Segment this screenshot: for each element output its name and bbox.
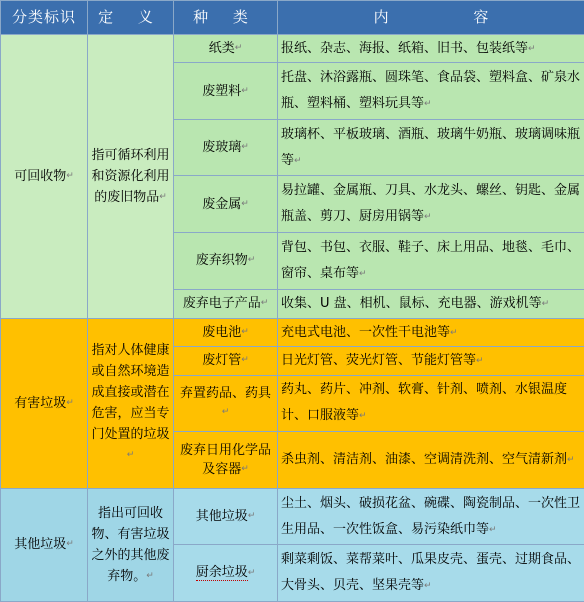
- category-other: 其他垃圾↵: [1, 488, 88, 601]
- items-cell: 杀虫剂、清洁剂、油漆、空调清洗剂、空气清新剂↵: [278, 432, 584, 489]
- type-cell: 废灯管↵: [174, 347, 278, 375]
- items-cell: 玻璃杯、平板玻璃、酒瓶、玻璃牛奶瓶、玻璃调味瓶等↵: [278, 119, 584, 176]
- items-cell: 背包、书包、衣服、鞋子、床上用品、地毯、毛巾、窗帘、桌布等↵: [278, 233, 584, 290]
- header-content: 内 容: [278, 1, 584, 35]
- table-row: [1, 488, 584, 545]
- table-row: [1, 318, 584, 346]
- header-definition: 定 义: [88, 1, 174, 35]
- type-cell: 废弃电子产品↵: [174, 289, 278, 318]
- definition-hazardous: 指对人体健康或自然环境造成直接或潜在危害，应当专门处置的垃圾↵: [88, 318, 174, 488]
- type-cell: 弃置药品、药具↵: [174, 375, 278, 432]
- definition-other: 指出可回收物、有害垃圾之外的其他废弃物。↵: [88, 488, 174, 601]
- items-cell: 收集、U 盘、相机、鼠标、充电器、游戏机等↵: [278, 289, 584, 318]
- definition-recyclable: 指可循环利用和资源化利用的废旧物品↵: [88, 35, 174, 319]
- type-cell: 废弃日用化学品及容器↵: [174, 432, 278, 489]
- type-cell: 厨余垃圾↵: [174, 545, 278, 602]
- header-category: 分类标识: [1, 1, 88, 35]
- type-cell: 废弃织物↵: [174, 233, 278, 290]
- items-cell: 托盘、沐浴露瓶、圆珠笔、食品袋、塑料盒、矿泉水瓶、塑料桶、塑料玩具等↵: [278, 63, 584, 120]
- items-cell: 尘土、烟头、破损花盆、碗碟、陶瓷制品、一次性卫生用品、一次性饭盒、易污染纸巾等↵: [278, 488, 584, 545]
- items-cell: 报纸、杂志、海报、纸箱、旧书、包装纸等↵: [278, 35, 584, 63]
- type-cell: 废塑料↵: [174, 63, 278, 120]
- type-cell: 其他垃圾↵: [174, 488, 278, 545]
- table-row: [1, 35, 584, 63]
- type-cell: 纸类↵: [174, 35, 278, 63]
- type-cell: 废电池↵: [174, 318, 278, 346]
- items-cell: 日光灯管、荧光灯管、节能灯管等↵: [278, 347, 584, 375]
- items-cell: 充电式电池、一次性干电池等↵: [278, 318, 584, 346]
- items-cell: 剩菜剩饭、菜帮菜叶、瓜果皮壳、蛋壳、过期食品、大骨头、贝壳、坚果壳等↵: [278, 545, 584, 602]
- category-recyclable: 可回收物↵: [1, 35, 88, 319]
- items-cell: 药丸、药片、冲剂、软膏、针剂、喷剂、水银温度计、口服液等↵: [278, 375, 584, 432]
- type-cell: 废金属↵: [174, 176, 278, 233]
- items-cell: 易拉罐、金属瓶、刀具、水龙头、螺丝、钥匙、金属瓶盖、剪刀、厨房用锅等↵: [278, 176, 584, 233]
- header-type: 种 类: [174, 1, 278, 35]
- type-cell: 废玻璃↵: [174, 119, 278, 176]
- header-row: [1, 1, 584, 35]
- category-hazardous: 有害垃圾↵: [1, 318, 88, 488]
